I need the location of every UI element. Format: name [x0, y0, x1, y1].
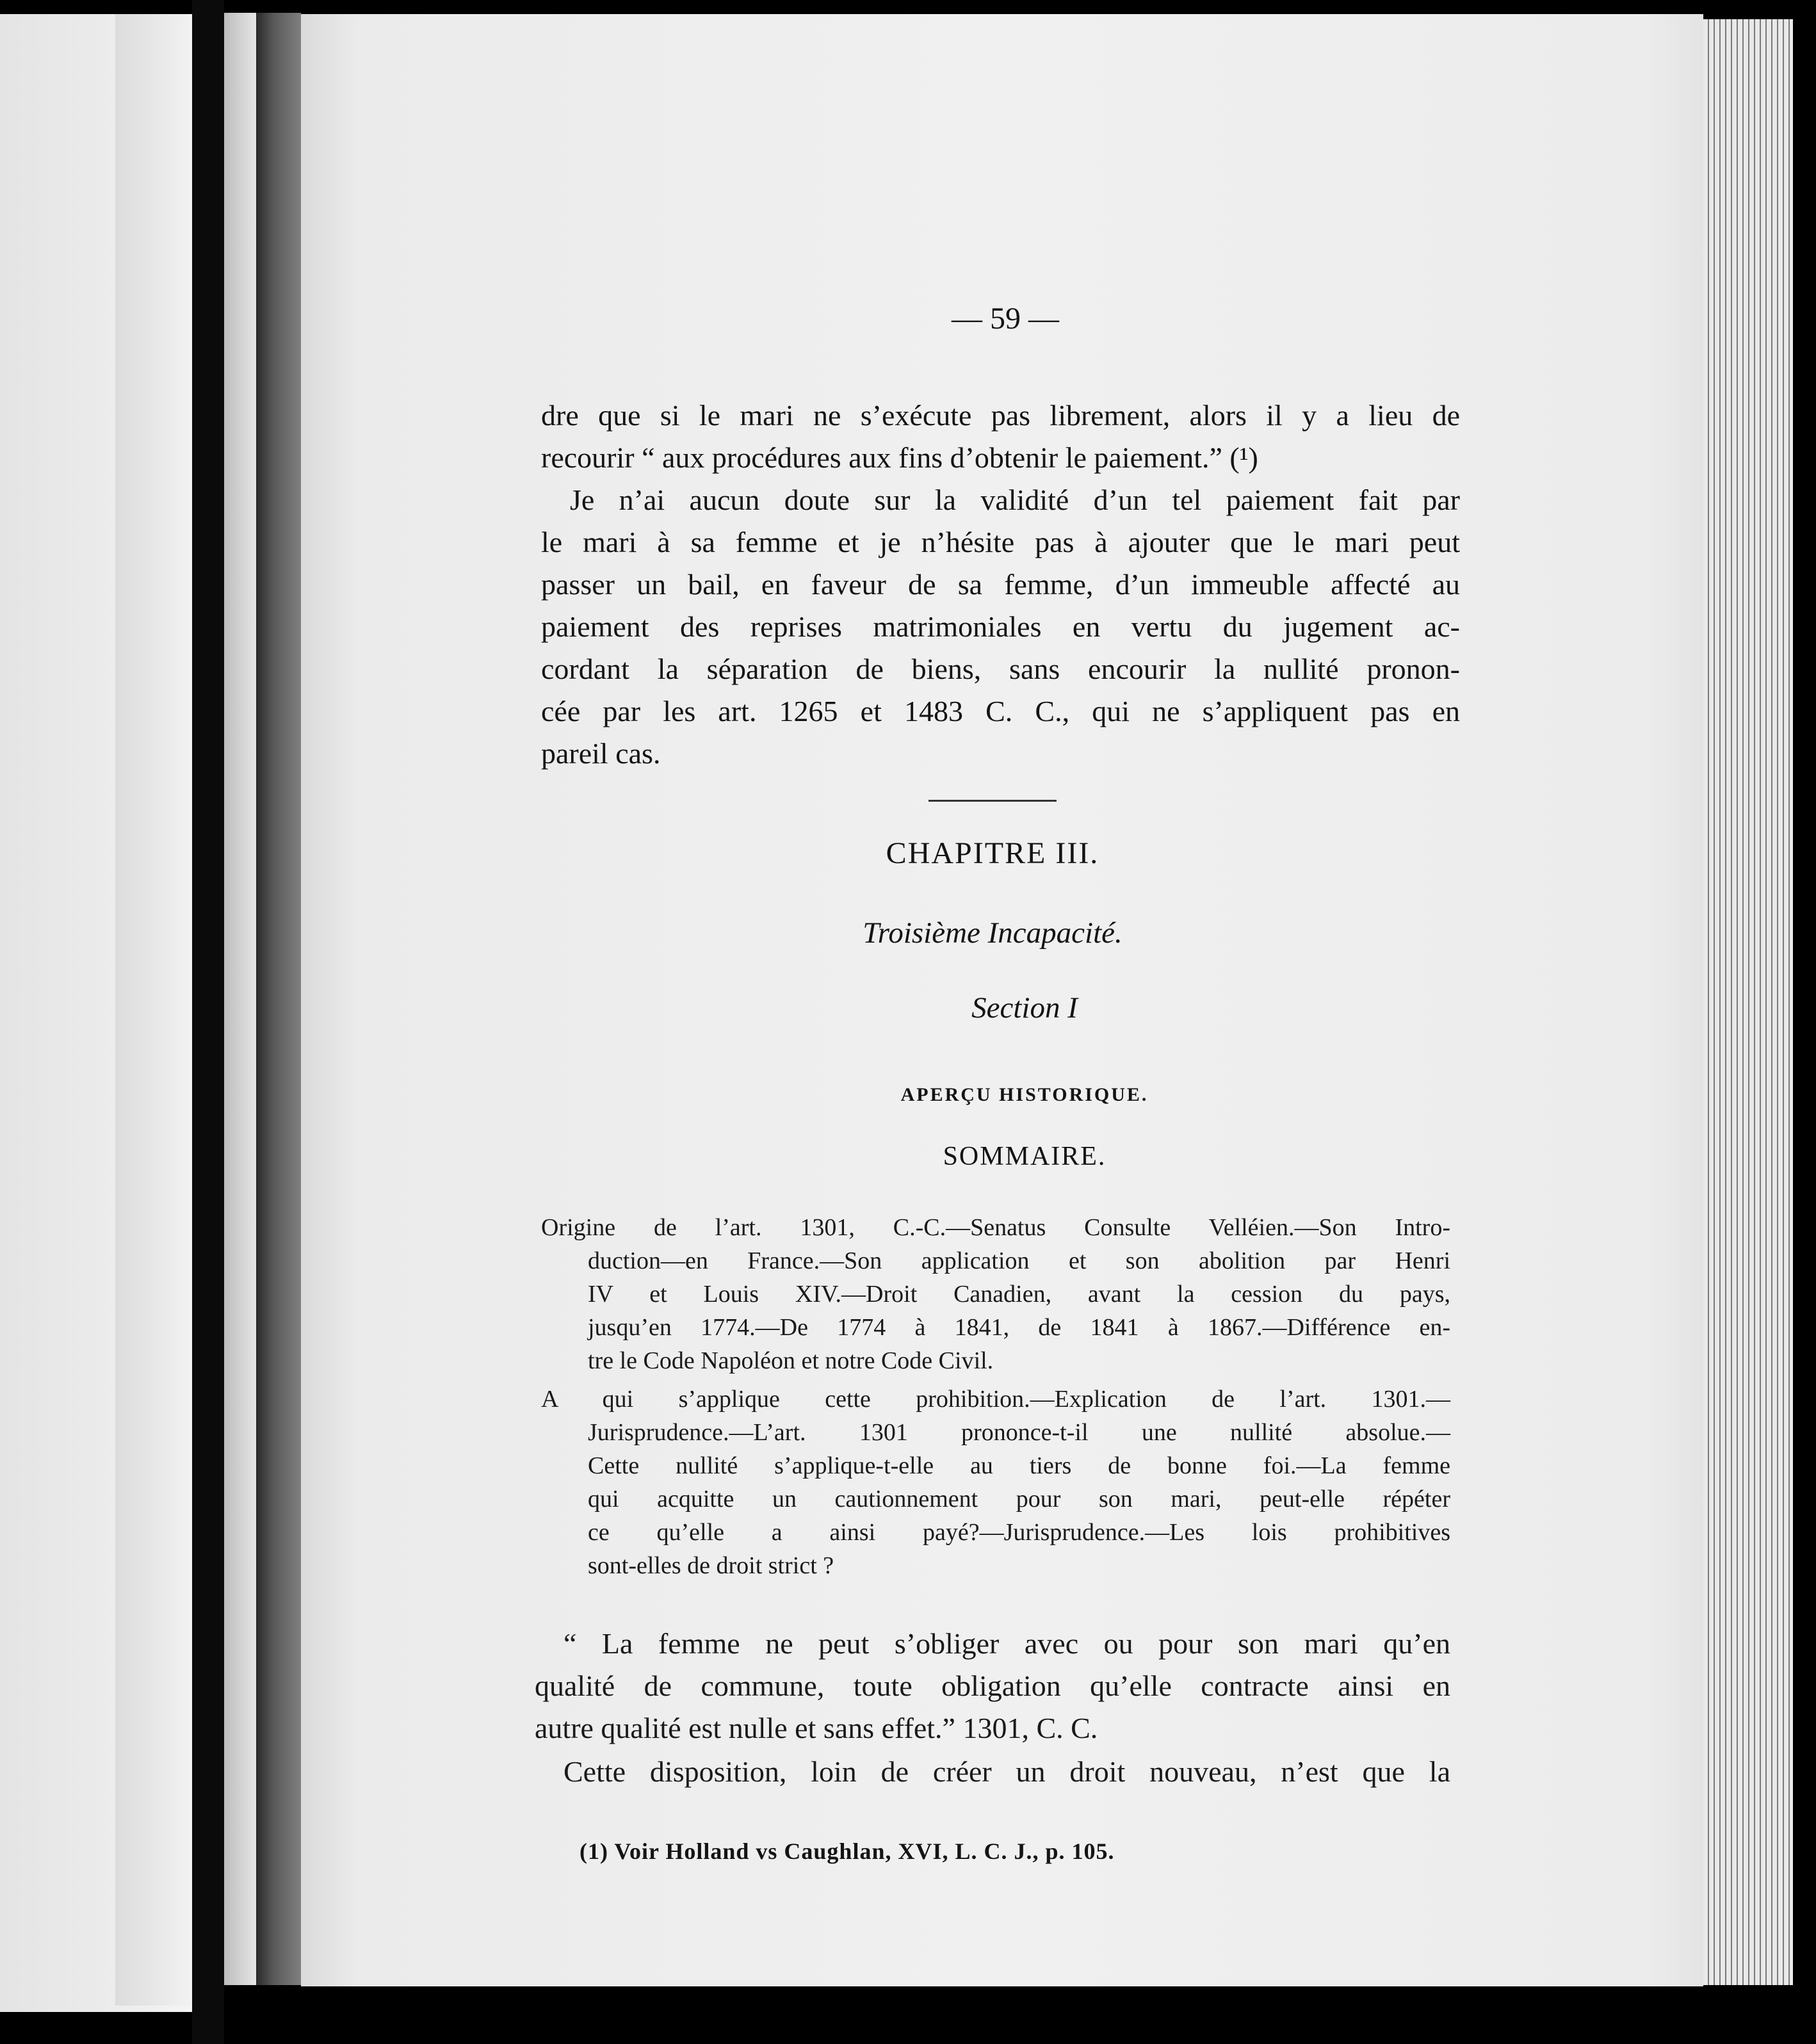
summary-line: Jurisprudence.—L’art. 1301 prononce-t-il une nullité absolue.— — [588, 1419, 1450, 1446]
binding-shadow — [256, 13, 301, 1985]
chapter-title: CHAPITRE III. — [886, 836, 1099, 870]
binding-edge — [224, 13, 256, 1985]
body-text-line: le mari à sa femme et je n’hésite pas à ajouter que le mari peut — [541, 526, 1460, 558]
summary-line: ce qu’elle a ainsi payé?—Jurisprudence.—Les lois prohibitives — [588, 1519, 1450, 1546]
summary-line: A qui s’applique cette prohibition.—Explication de l’art. 1301.— — [541, 1386, 1450, 1413]
summary-line: Cette nullité s’applique-t-elle au tiers de bonne foi.—La femme — [588, 1452, 1450, 1479]
summary-line: qui acquitte un cautionnement pour son mari, peut-elle répéter — [588, 1486, 1450, 1513]
summary-line: duction—en France.—Son application et son abolition par Henri — [588, 1247, 1450, 1274]
footnote: (1) Voir Holland vs Caughlan, XVI, L. C. J., p. 105. — [580, 1838, 1115, 1864]
body-text-line: cordant la séparation de biens, sans encourir la nullité pronon- — [541, 653, 1460, 685]
summary-line: jusqu’en 1774.—De 1774 à 1841, de 1841 à 1867.—Différence en- — [588, 1314, 1450, 1341]
body-text-line: Je n’ai aucun doute sur la validité d’un tel paiement fait par — [570, 483, 1460, 516]
body-text-line: passer un bail, en faveur de sa femme, d’un immeuble affecté au — [541, 568, 1460, 601]
book-gutter — [192, 0, 224, 2044]
summary-line: tre le Code Napoléon et notre Code Civil. — [588, 1347, 994, 1374]
scan-border — [1793, 0, 1816, 2044]
quote-line: autre qualité est nulle et sans effet.” 1301, C. C. — [535, 1712, 1098, 1744]
summary-line: IV et Louis XIV.—Droit Canadien, avant la cession du pays, — [588, 1281, 1450, 1308]
summary-line: sont-elles de droit strict ? — [588, 1552, 834, 1579]
summary-line: Origine de l’art. 1301, C.-C.—Senatus Consulte Velléien.—Son Intro- — [541, 1214, 1450, 1241]
section-divider — [928, 800, 1057, 802]
body-text-line: dre que si le mari ne s’exécute pas librement, alors il y a lieu de — [541, 399, 1460, 432]
section-label: Section I — [971, 991, 1078, 1025]
quote-line: Cette disposition, loin de créer un droit nouveau, n’est que la — [563, 1755, 1450, 1788]
chapter-subtitle: Troisième Incapacité. — [863, 916, 1123, 950]
left-page-edge — [115, 14, 192, 2006]
summary-heading: SOMMAIRE. — [943, 1142, 1107, 1171]
body-text-line: pareil cas. — [541, 737, 661, 770]
quote-line: “ La femme ne peut s’obliger avec ou pour son mari qu’en — [563, 1627, 1450, 1660]
quote-line: qualité de commune, toute obligation qu’elle contracte ainsi en — [535, 1669, 1450, 1702]
body-text-line: paiement des reprises matrimoniales en vertu du jugement ac- — [541, 610, 1460, 643]
body-text-line: cée par les art. 1265 et 1483 C. C., qui ne s’appliquent pas en — [541, 695, 1460, 727]
section-heading: APERÇU HISTORIQUE. — [900, 1084, 1149, 1105]
page-number: — 59 — — [952, 302, 1059, 336]
body-text-line: recourir “ aux procédures aux fins d’obtenir le paiement.” (¹) — [541, 441, 1258, 474]
page-stack-edges — [1703, 19, 1793, 1985]
